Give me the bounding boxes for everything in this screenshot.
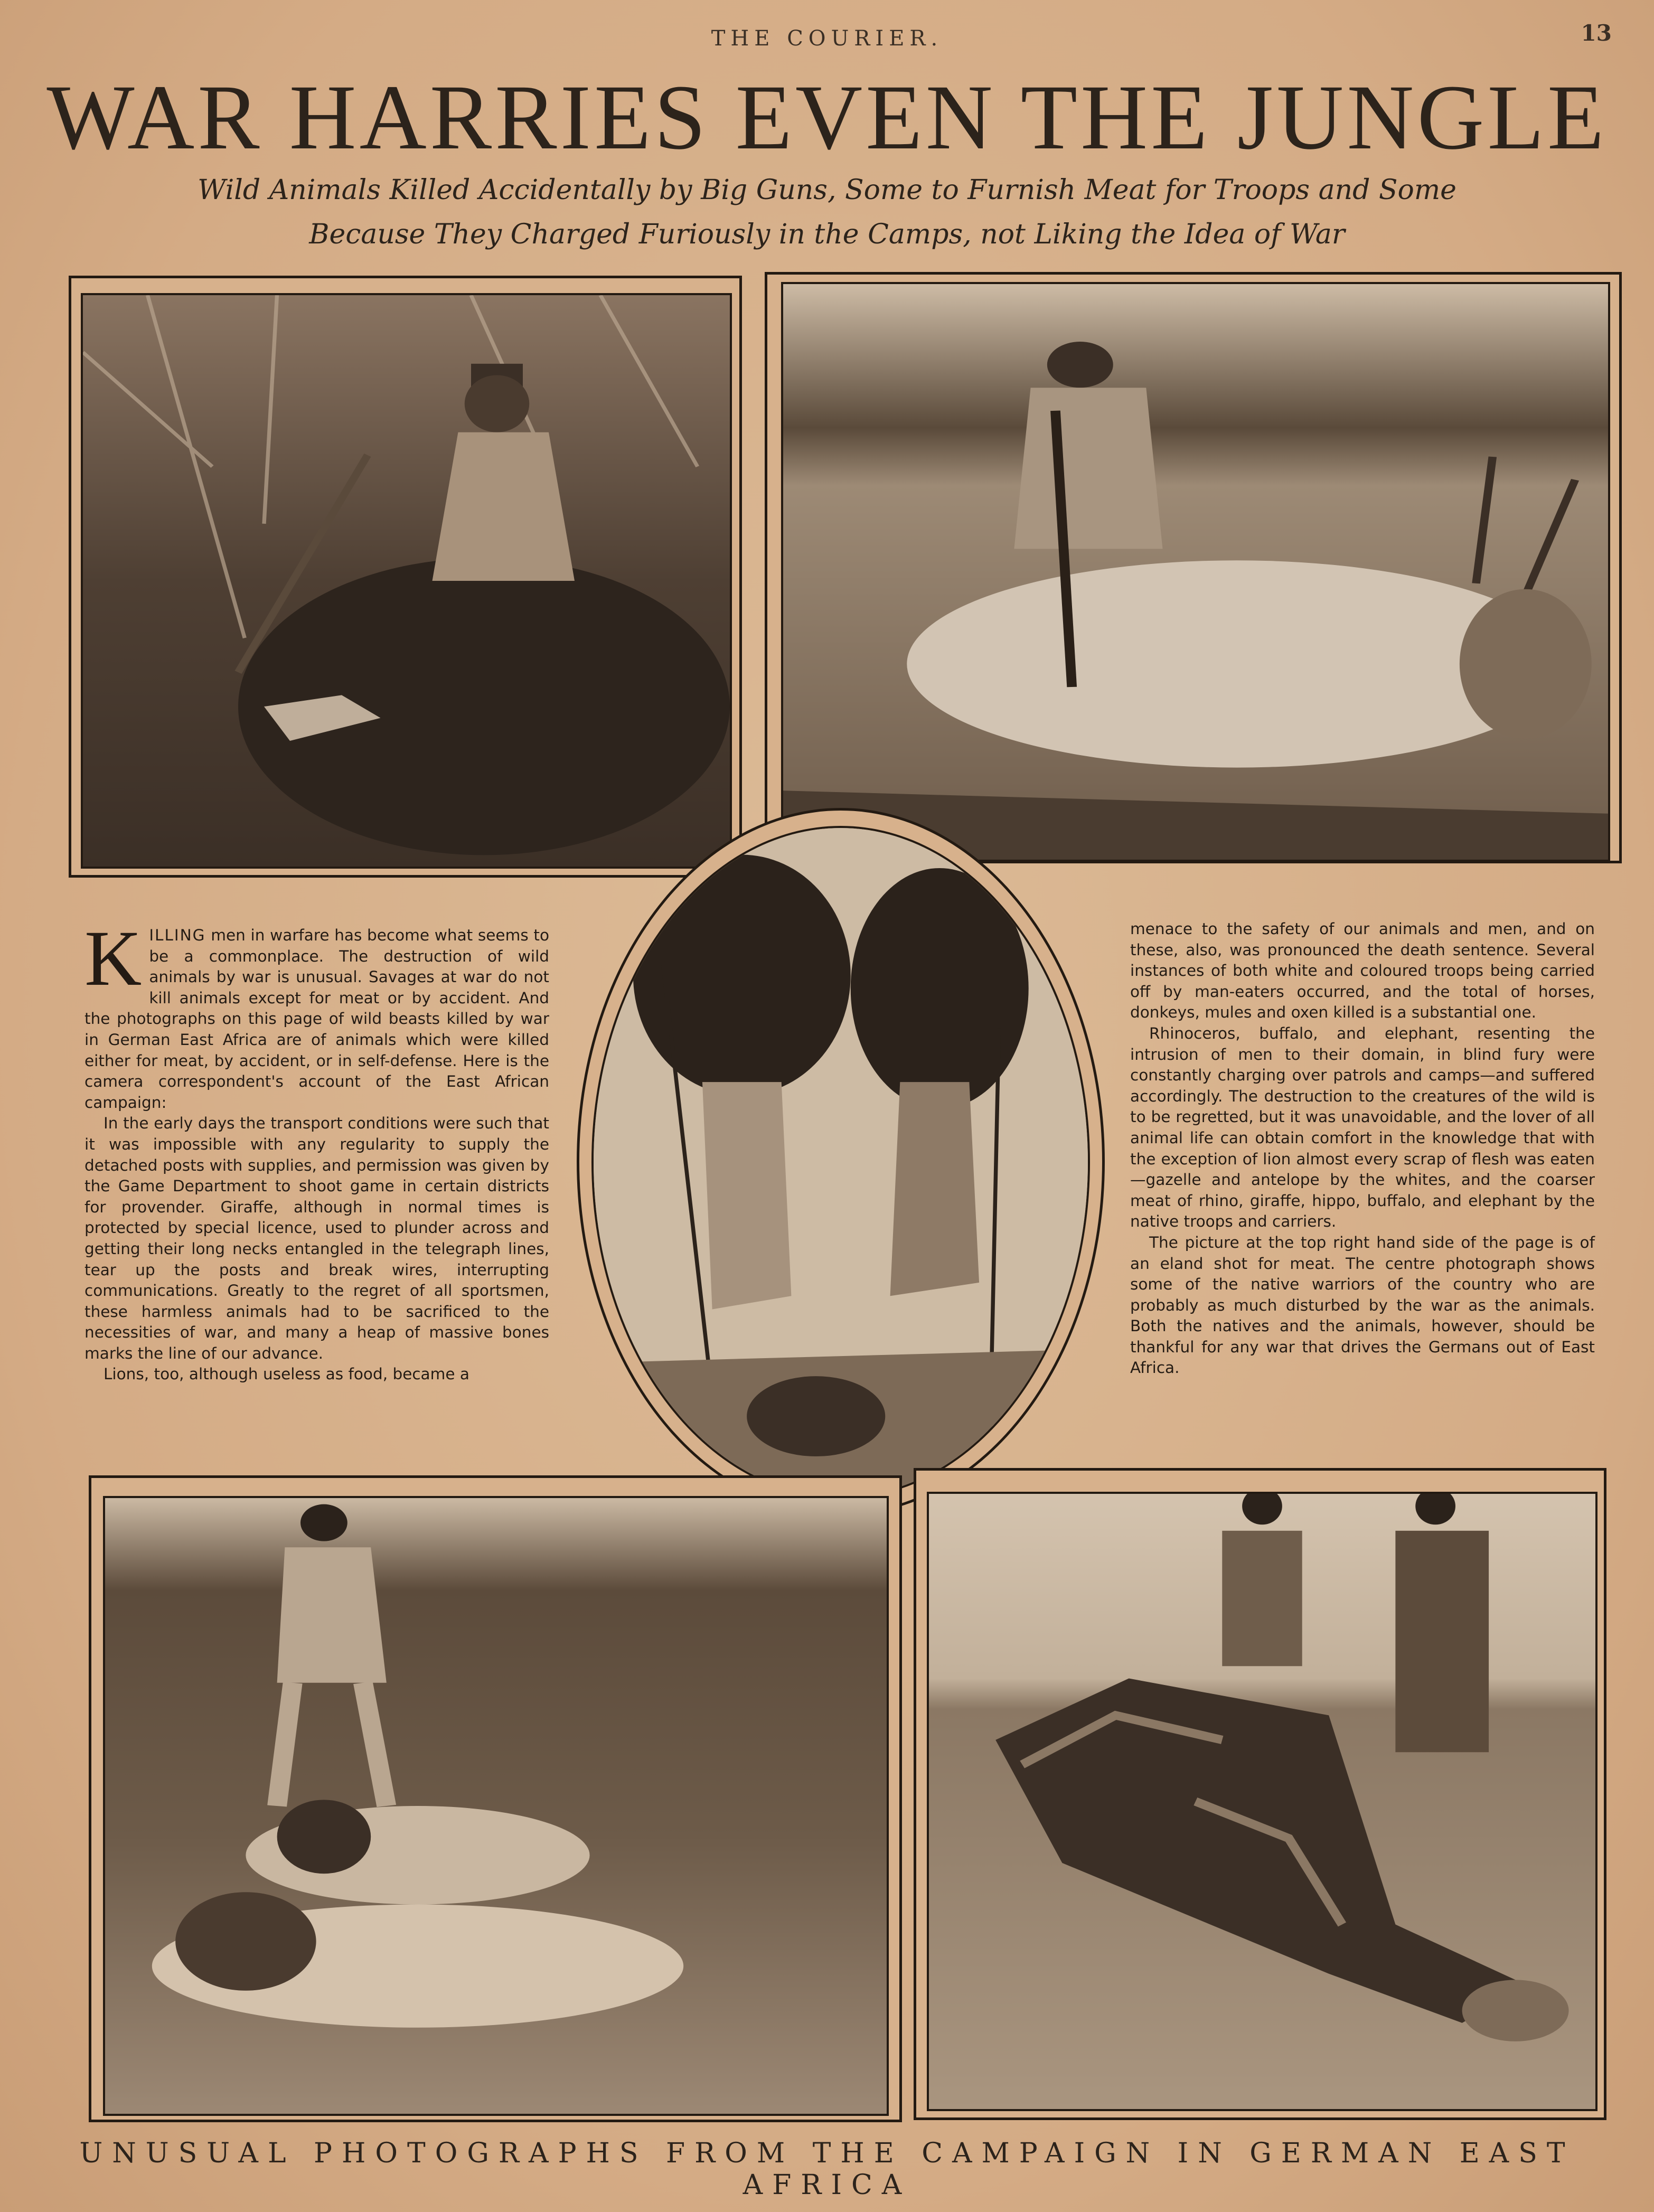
article-left-paragraph-1 <box>84 915 549 1113</box>
article-right-paragraph-3: The picture at the top right hand side of the page is of an eland shot for meat. The centre photograph shows some of the native warriors of the country who are probably as much disturbed by the war as the animals. Both the natives and the animals, however, should be thankful for any war that drives the Germans out of East Africa. <box>1130 1233 1595 1377</box>
photo-frame-rhino <box>69 276 742 878</box>
article-column-right <box>1130 919 1595 1379</box>
giraffe-photo <box>927 1492 1597 2111</box>
headline: WAR HARRIES EVEN THE JUNGLE <box>46 66 1608 169</box>
drop-cap: K <box>84 915 142 1002</box>
warriors-photo <box>591 826 1090 1499</box>
lion-photo <box>103 1496 889 2116</box>
deck-line-1: Wild Animals Killed Accidentally by Big Guns, Some to Furnish Meat for Troops and Some <box>198 174 1456 206</box>
article-left-paragraph-2: In the early days the transport conditions were such that it was impossible with any regularity to supply the detached posts with supplies, and permission was given by the Game Department to shoot game in certain districts for provender. Giraffe, although in normal times is protected by special licence, used to plunder across and getting their long necks entangled in the telegraph lines, tear up the posts and break wires, interrupting communications. Greatly to the regret of all sportsmen, these harmless animals had to be sacrificed to the necessities of war, and many a heap of massive bones marks the line of our advance. <box>84 1114 549 1362</box>
photo-frame-lion <box>89 1475 902 2122</box>
article-right-paragraph-2: Rhinoceros, buffalo, and elephant, resenting the intrusion of men to their domain, in blind fury were constantly charging over patrols and camps—and suffered accordingly. The destruction to the creatures of the wild is to be regretted, but it was unavoidable, and the lover of all animal life can obtain comfort in the knowledge that with the exception of lion almost every scrap of flesh was eaten—gazelle and antelope by the whites, and the coarser meat of rhino, giraffe, hippo, buffalo, and elephant by the native troops and carriers. <box>1130 1024 1595 1231</box>
rhino-photo <box>81 293 732 869</box>
photo-frame-giraffe <box>914 1468 1606 2120</box>
article-left-paragraph-3: Lions, too, although useless as food, became a <box>104 1365 469 1383</box>
deck-line-2: Because They Charged Furiously in the Camps, not Liking the Idea of War <box>309 219 1345 250</box>
article-right-paragraph-1: menace to the safety of our animals and men, and on these, also, was pronounced the death sentence. Several instances of both white and coloured troops being carried off by man-eaters occurred, and the total of horses, donkeys, mules and oxen killed is a substantial one. <box>1130 920 1595 1022</box>
page-caption: UNUSUAL PHOTOGRAPHS FROM THE CAMPAIGN IN GERMAN EAST AFRICA <box>79 2138 1575 2201</box>
page-number: 13 <box>1581 20 1612 46</box>
article-column-left <box>84 915 549 1385</box>
photo-frame-eland <box>765 272 1622 863</box>
eland-photo <box>781 282 1610 862</box>
lead-word: ILLING <box>149 926 206 944</box>
deck-subtitle <box>0 168 1654 257</box>
article-left-p1-text: men in warfare has become what seems to be a commonplace. The destruction of wild animals by war is unusual. Savages at war do not kill animals except for meat or by accident. And the photographs on this page of wild beasts killed by war in German East Africa are of animals which were killed either for meat, by accident, or in self-defense. Here is the camera correspondent's account of the East African campaign: <box>84 926 549 1112</box>
masthead: THE COURIER. <box>711 26 943 51</box>
